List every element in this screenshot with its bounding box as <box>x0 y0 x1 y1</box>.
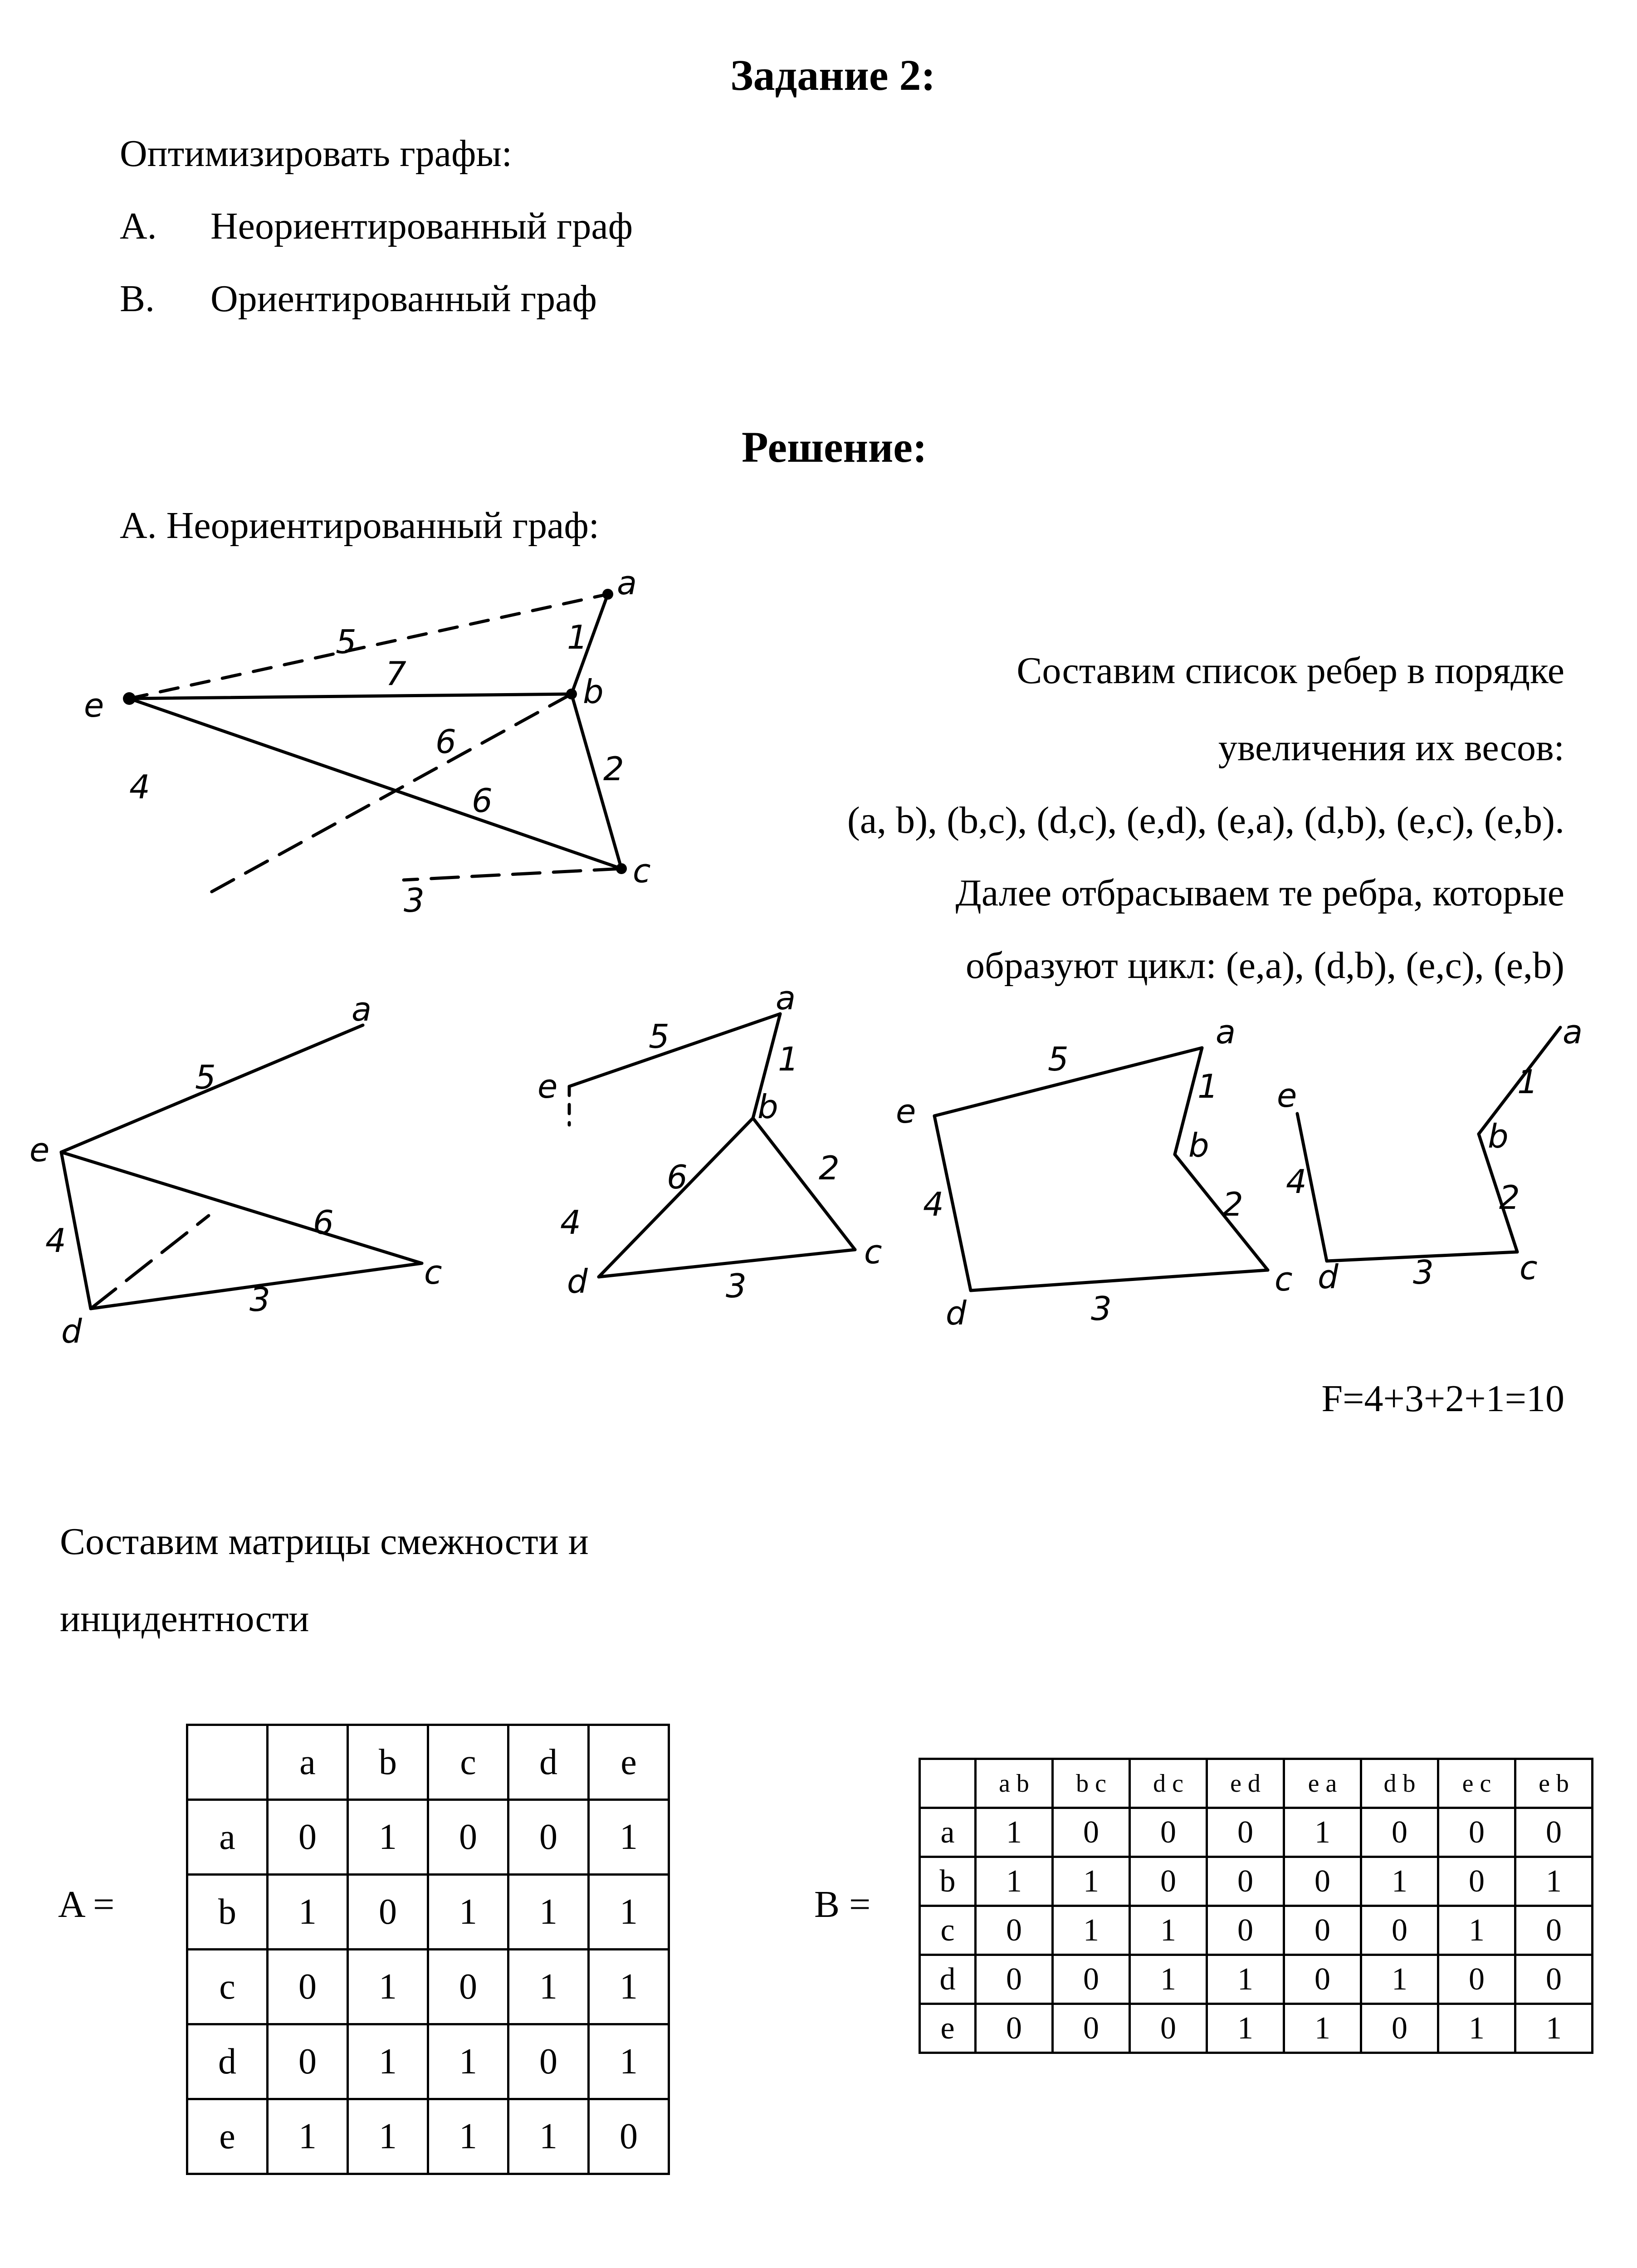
vertex-label: b <box>1188 1126 1209 1164</box>
matrix-cell: 0 <box>1438 1808 1515 1857</box>
matrix-cell: e b <box>1515 1759 1593 1808</box>
edge-weight: 4 <box>129 768 150 806</box>
graph-edge <box>129 699 621 869</box>
incidence-matrix <box>919 1758 1593 2054</box>
matrix-cell: 0 <box>1130 2004 1207 2053</box>
matrix-cell: c <box>187 1950 268 2024</box>
matrix-cell: 1 <box>348 2024 428 2099</box>
graph-edge <box>569 1014 780 1086</box>
edge-weight: 5 <box>1048 1040 1069 1078</box>
matrix-b-label: B = <box>814 1883 871 1926</box>
edge-weight: 3 <box>249 1281 270 1319</box>
graph-edge <box>61 1152 422 1263</box>
edge-weight: 5 <box>195 1058 216 1096</box>
matrix-cell: 1 <box>1438 2004 1515 2053</box>
matrix-cell: 1 <box>1361 1857 1438 1906</box>
matrix-cell: b c <box>1053 1759 1130 1808</box>
vertex-label: e <box>1277 1076 1297 1114</box>
matrix-cell: 1 <box>1284 1808 1361 1857</box>
matrix-cell: a <box>920 1808 976 1857</box>
matrix-row <box>187 1800 669 1875</box>
vertex-label: b <box>757 1088 778 1126</box>
vertex-label: a <box>1216 1013 1236 1051</box>
vertex-label: d <box>567 1262 588 1300</box>
matrix-row <box>187 2099 669 2174</box>
edge-weight: 6 <box>313 1203 334 1242</box>
solution-subtitle: А. Неориентированный граф: <box>120 504 600 547</box>
matrix-cell: 0 <box>1207 1906 1284 1955</box>
matrix-cell: 0 <box>508 2024 589 2099</box>
matrices-heading-line-1: Составим матрицы смежности и <box>60 1520 589 1563</box>
matrix-cell: 1 <box>589 1950 669 2024</box>
graph-vertex <box>602 589 613 600</box>
matrix-cell: 1 <box>268 2099 348 2174</box>
solution-text-line-3: (a, b), (b,c), (d,c), (e,d), (e,a), (d,b), (e,c), (e,b). <box>847 799 1564 841</box>
matrix-cell: 0 <box>1053 1808 1130 1857</box>
matrix-cell: 0 <box>1515 1955 1593 2004</box>
matrix-cell: 1 <box>348 1800 428 1875</box>
matrix-cell: 0 <box>1284 1857 1361 1906</box>
matrix-row <box>187 2024 669 2099</box>
matrix-cell: 0 <box>1361 2004 1438 2053</box>
matrix-cell: 1 <box>348 1950 428 2024</box>
graph-edge <box>971 1270 1268 1290</box>
graph-edge <box>599 1118 753 1277</box>
matrix-cell: 0 <box>976 2004 1053 2053</box>
edge-weight: 4 <box>1286 1163 1307 1201</box>
matrices-heading-line-2: инцидентности <box>60 1598 309 1640</box>
graph-edge <box>204 694 572 896</box>
matrix-cell: d c <box>1130 1759 1207 1808</box>
graph-vertex <box>123 692 136 705</box>
matrix-cell: e c <box>1438 1759 1515 1808</box>
matrix-cell <box>187 1725 268 1800</box>
vertex-label: a <box>617 564 637 602</box>
graph-edge <box>129 694 572 699</box>
matrix-cell: e <box>187 2099 268 2174</box>
matrix-cell: 1 <box>589 1800 669 1875</box>
graph-edge <box>404 869 621 880</box>
solution-title: Решение: <box>742 423 927 471</box>
matrix-cell: 1 <box>589 1875 669 1950</box>
matrix-cell: 0 <box>1053 1955 1130 2004</box>
matrix-cell: e d <box>1207 1759 1284 1808</box>
vertex-label: b <box>583 673 604 711</box>
matrix-cell: a <box>268 1725 348 1800</box>
edge-weight: 2 <box>1222 1185 1243 1223</box>
matrix-cell: 0 <box>268 1800 348 1875</box>
vertex-label: e <box>84 686 104 724</box>
matrix-cell <box>920 1759 976 1808</box>
matrix-cell: 1 <box>1207 2004 1284 2053</box>
matrix-cell: 0 <box>1130 1808 1207 1857</box>
vertex-label: c <box>1275 1260 1293 1298</box>
matrix-row <box>187 1725 669 1800</box>
matrix-cell: e <box>920 2004 976 2053</box>
edge-weight: 1 <box>567 618 588 656</box>
matrix-cell: 0 <box>1515 1808 1593 1857</box>
matrix-cell: d <box>187 2024 268 2099</box>
matrix-cell: e <box>589 1725 669 1800</box>
matrix-cell: e a <box>1284 1759 1361 1808</box>
vertex-label: c <box>424 1253 442 1291</box>
edge-weight: 3 <box>726 1267 747 1305</box>
task-title: Задание 2: <box>730 51 936 99</box>
matrix-row <box>920 1808 1593 1857</box>
matrix-cell: 0 <box>268 1950 348 2024</box>
vertex-label: a <box>352 990 372 1028</box>
edge-weight: 1 <box>1517 1063 1538 1101</box>
matrix-cell: 1 <box>1515 1857 1593 1906</box>
graph-vertex <box>616 863 627 874</box>
edge-weight: 3 <box>1413 1253 1434 1291</box>
matrix-cell: 0 <box>976 1955 1053 2004</box>
matrix-cell: d <box>920 1955 976 2004</box>
matrix-cell: 1 <box>428 2099 508 2174</box>
edge-weight: 3 <box>1091 1290 1112 1328</box>
solution-text-line-1: Составим список ребер в порядке <box>1016 650 1564 692</box>
edge-weight: 4 <box>560 1203 581 1242</box>
matrix-cell: b <box>920 1857 976 1906</box>
formula: F=4+3+2+1=10 <box>1321 1378 1564 1420</box>
matrix-cell: 1 <box>508 1875 589 1950</box>
edge-weight: 7 <box>386 655 406 693</box>
matrix-cell: 0 <box>1438 1857 1515 1906</box>
vertex-label: e <box>29 1131 50 1169</box>
matrix-cell: 0 <box>1053 2004 1130 2053</box>
matrix-cell: 0 <box>1130 1857 1207 1906</box>
matrix-cell: 0 <box>428 1800 508 1875</box>
vertex-label: e <box>896 1092 916 1130</box>
vertex-label: d <box>946 1294 967 1332</box>
matrix-a-label: A = <box>58 1883 115 1926</box>
task-item-marker-a: А. <box>120 205 157 247</box>
edge-weight: 5 <box>336 623 357 661</box>
matrix-cell: c <box>920 1906 976 1955</box>
matrix-cell: 0 <box>1284 1906 1361 1955</box>
matrix-cell: 1 <box>1438 1906 1515 1955</box>
edge-weight: 6 <box>667 1158 688 1196</box>
edge-weight: 2 <box>819 1149 840 1187</box>
matrix-cell: 0 <box>428 1950 508 2024</box>
edge-weight: 1 <box>778 1040 799 1078</box>
task-item-text-a: Неориентированный граф <box>210 205 633 247</box>
matrix-cell: 0 <box>976 1906 1053 1955</box>
matrix-cell: 1 <box>348 2099 428 2174</box>
edge-weight: 1 <box>1197 1067 1218 1105</box>
matrix-cell: 0 <box>348 1875 428 1950</box>
matrix-cell: 1 <box>1130 1906 1207 1955</box>
vertex-label: b <box>1488 1117 1509 1155</box>
graph-edge <box>753 1118 855 1250</box>
matrix-cell: 0 <box>589 2099 669 2174</box>
edge-weight: 4 <box>45 1222 66 1260</box>
vertex-label: c <box>633 852 651 890</box>
vertex-label: a <box>1563 1013 1583 1051</box>
edge-weight: 6 <box>435 723 456 761</box>
matrix-cell: 1 <box>268 1875 348 1950</box>
matrix-cell: 0 <box>1207 1808 1284 1857</box>
matrix-cell: 1 <box>428 2024 508 2099</box>
graph-edge <box>129 594 608 699</box>
vertex-label: c <box>1520 1249 1538 1287</box>
matrix-row <box>920 1906 1593 1955</box>
matrix-cell: 0 <box>1207 1857 1284 1906</box>
matrix-row <box>920 1857 1593 1906</box>
matrix-cell: d b <box>1361 1759 1438 1808</box>
solution-text-line-4: Далее отбрасываем те ребра, которые <box>955 872 1564 914</box>
edge-weight: 2 <box>603 750 624 788</box>
matrix-cell: a b <box>976 1759 1053 1808</box>
matrix-cell: 0 <box>268 2024 348 2099</box>
matrix-row <box>187 1875 669 1950</box>
edge-weight: 3 <box>404 881 425 919</box>
matrix-cell: b <box>187 1875 268 1950</box>
matrix-row <box>187 1950 669 2024</box>
matrix-cell: 1 <box>1284 2004 1361 2053</box>
matrix-cell: a <box>187 1800 268 1875</box>
matrix-row <box>920 2004 1593 2053</box>
vertex-label: d <box>1318 1258 1339 1296</box>
matrix-row <box>920 1955 1593 2004</box>
vertex-label: a <box>776 979 796 1017</box>
edge-weight: 6 <box>472 782 493 820</box>
matrix-cell: 1 <box>976 1857 1053 1906</box>
vertex-label: d <box>61 1312 82 1350</box>
graph-vertex <box>566 689 577 699</box>
matrix-cell: 0 <box>1361 1808 1438 1857</box>
matrix-cell: 1 <box>976 1808 1053 1857</box>
matrix-cell: c <box>428 1725 508 1800</box>
adjacency-matrix <box>186 1724 670 2175</box>
task-intro: Оптимизировать графы: <box>120 132 513 175</box>
matrix-cell: 0 <box>508 1800 589 1875</box>
matrix-cell: 1 <box>428 1875 508 1950</box>
vertex-label: c <box>864 1233 882 1271</box>
matrix-cell: 1 <box>1361 1955 1438 2004</box>
matrix-cell: 0 <box>1284 1955 1361 2004</box>
matrix-cell: 0 <box>1438 1955 1515 2004</box>
matrix-cell: 1 <box>1053 1857 1130 1906</box>
solution-text-line-2: увеличения их весов: <box>1218 727 1564 769</box>
matrix-cell: 1 <box>1207 1955 1284 2004</box>
task-item-marker-b: В. <box>120 278 155 320</box>
edge-weight: 4 <box>923 1185 944 1223</box>
solution-text-line-5: образуют цикл: (e,a), (d,b), (e,c), (e,b) <box>966 944 1564 987</box>
edge-weight: 2 <box>1499 1178 1520 1217</box>
matrix-cell: d <box>508 1725 589 1800</box>
graph-edge <box>1175 1154 1268 1270</box>
task-item-text-b: Ориентированный граф <box>210 278 597 320</box>
matrix-row <box>920 1759 1593 1808</box>
matrix-cell: 1 <box>1053 1906 1130 1955</box>
matrix-cell: 1 <box>1515 2004 1593 2053</box>
matrix-cell: 1 <box>508 2099 589 2174</box>
matrix-cell: 1 <box>589 2024 669 2099</box>
vertex-label: e <box>538 1067 558 1105</box>
matrix-cell: 0 <box>1361 1906 1438 1955</box>
edge-weight: 5 <box>649 1017 669 1056</box>
matrix-cell: 1 <box>508 1950 589 2024</box>
matrix-cell: 1 <box>1130 1955 1207 2004</box>
matrix-cell: 0 <box>1515 1906 1593 1955</box>
matrix-cell: b <box>348 1725 428 1800</box>
